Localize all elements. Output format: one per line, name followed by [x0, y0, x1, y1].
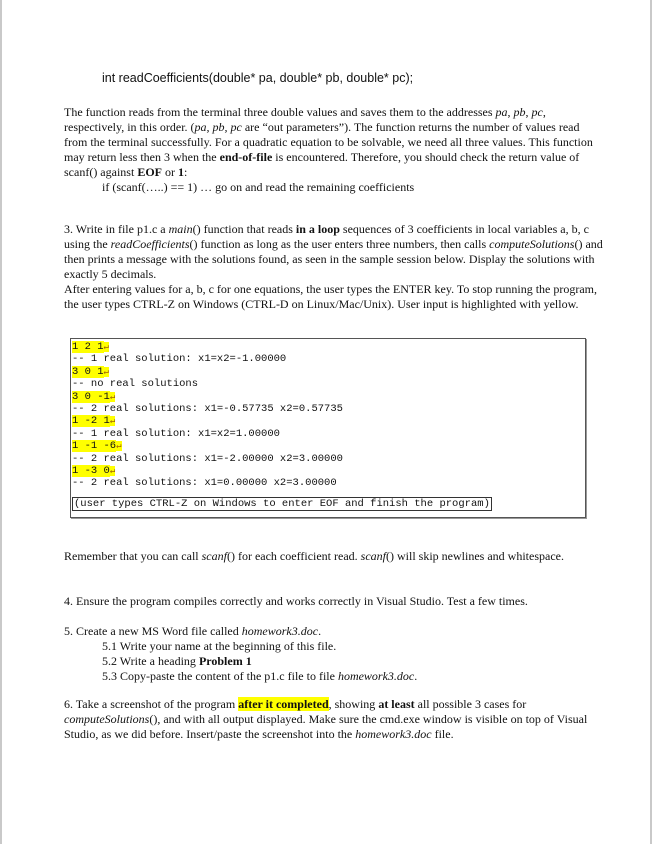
text: 5. Create a new MS Word file called — [64, 624, 242, 638]
text: () function as long as the user enters three numbers, then calls — [189, 237, 490, 251]
step-5-3 — [64, 669, 604, 684]
italic-filename: homework3.doc — [241, 624, 319, 638]
return-icon: ↵ — [109, 416, 116, 427]
console-note-line — [72, 498, 584, 510]
console-output-line — [72, 378, 584, 390]
bold-problem-1: Problem 1 — [198, 654, 252, 668]
return-icon: ↵ — [103, 366, 109, 377]
return-icon: ↵ — [116, 441, 122, 452]
italic-scanf: scanf — [201, 549, 227, 563]
user-input: 1 -1 -6 — [72, 440, 117, 453]
text: 5.2 Write a heading — [102, 654, 199, 668]
highlight-after-it-completed: after it completed — [238, 697, 329, 711]
text: The function reads from the terminal three double values and saves them to the addresses — [64, 105, 496, 119]
console-output-line — [72, 428, 584, 440]
text: , — [507, 105, 514, 119]
text: , showing — [328, 697, 379, 711]
return-icon: ↵ — [103, 342, 109, 352]
text: . — [414, 669, 418, 683]
user-input: 3 0 -1 — [72, 390, 110, 403]
text: . — [318, 624, 322, 638]
user-input: 1 2 1 — [72, 341, 104, 353]
user-input: 3 0 1 — [72, 365, 104, 378]
console-input-line — [72, 341, 584, 353]
paragraph-step-5 — [64, 624, 604, 684]
bold-at-least: at least — [378, 697, 415, 711]
text: (), and with all output displayed. Make sure the cmd.exe window is visible on top of Visual Studio, as we did before. Insert/paste the screenshot into the — [64, 712, 588, 741]
text: file. — [431, 727, 454, 741]
return-icon: ↵ — [109, 391, 116, 402]
program-output: -- 2 real solutions: x1=-0.57735 x2=0.57735 — [72, 402, 343, 415]
text: 6. Take a screenshot of the program — [64, 697, 239, 711]
text: After entering values for a, b, c for one equations, the user types the ENTER key. To stop running the program, the user types CTRL-Z on Windows (CTRL-D on Linux/Mac/Unix). User input is highlighted with yellow. — [64, 282, 598, 311]
text: 3. Write in file p1.c a — [64, 222, 169, 236]
text: are “out parameters”). The function returns the number of values read from the terminal successfully. For a quadratic equation to be solvable, we need all three values. This function may return less then 3 when the — [64, 120, 593, 164]
paragraph-read-coefficients — [64, 105, 604, 195]
program-output: -- 2 real solutions: x1=0.00000 x2=3.00000 — [72, 477, 337, 490]
function-signature: int readCoefficients(double* pa, double* pb, double* pc); — [102, 71, 414, 85]
text: , — [525, 105, 532, 119]
text: sequences of 3 coefficients in local variables a, b, c using the — [64, 222, 589, 251]
param-list: pa, pb, pc — [194, 120, 242, 134]
console-input-line — [72, 440, 584, 452]
text: , respectively, in this order. ( — [64, 105, 546, 134]
text: () for each coefficient read. — [226, 549, 361, 563]
text: () will skip newlines and whitespace. — [386, 549, 564, 563]
program-output: -- 1 real solution: x1=x2=-1.00000 — [72, 353, 287, 366]
param-pb: pb — [513, 105, 526, 119]
text: is encountered. Therefore, you should check the return value of scanf() against — [64, 150, 580, 179]
program-output: -- no real solutions — [72, 378, 199, 391]
text: () and then prints a message with the solutions found, as seen in the sample session below. Display the solutions with exactly 5 decimals. — [64, 237, 603, 281]
step-5-1: 5.1 Write your name at the beginning of this file. — [102, 639, 337, 653]
bold-eof-2: EOF — [137, 165, 162, 179]
program-output: -- 2 real solutions: x1=-2.00000 x2=3.00000 — [72, 452, 343, 465]
paragraph-main-function — [64, 222, 604, 312]
step-5-2 — [64, 654, 604, 669]
text: 5.3 Copy-paste the content of the p1.c file to file — [102, 669, 338, 683]
user-input: 1 -3 0 — [72, 464, 110, 477]
console-input-line — [72, 366, 584, 378]
bold-eof: end-of-file — [219, 150, 273, 164]
user-input: 1 -2 1 — [72, 415, 110, 428]
console-output-line — [72, 477, 584, 489]
console-input-line — [72, 391, 584, 403]
console-output-line — [72, 353, 584, 365]
console-output-line — [72, 453, 584, 465]
italic-compute-solutions: computeSolutions — [489, 237, 575, 251]
text: or — [161, 165, 178, 179]
text: all possible 3 cases for — [414, 697, 527, 711]
param-pa: pa — [495, 105, 508, 119]
italic-read-coefficients: readCoefficients — [110, 237, 190, 251]
bold-one: 1 — [177, 165, 184, 179]
italic-scanf-2: scanf — [360, 549, 387, 563]
console-output-line — [72, 403, 584, 415]
return-icon: ↵ — [109, 465, 116, 476]
paragraph-step-6 — [64, 697, 604, 742]
italic-compute-solutions-2: computeSolutions — [64, 712, 150, 726]
paragraph-scanf-note — [64, 549, 604, 564]
console-sample-session — [70, 338, 586, 518]
text: () function that reads — [192, 222, 296, 236]
console-input-line — [72, 415, 584, 427]
italic-filename-2: homework3.doc — [337, 669, 415, 683]
italic-main: main — [168, 222, 193, 236]
console-input-line — [72, 465, 584, 477]
text: : — [183, 165, 188, 179]
paragraph-step-4: 4. Ensure the program compiles correctly and works correctly in Visual Studio. Test a few times. — [64, 594, 528, 608]
bold-in-a-loop: in a loop — [295, 222, 340, 236]
italic-filename-3: homework3.doc — [355, 727, 432, 741]
program-output: -- 1 real solution: x1=x2=1.00000 — [72, 427, 280, 440]
code-line: if (scanf(…..) == 1) … go on and read the remaining coefficients — [102, 180, 415, 194]
console-note: (user types CTRL-Z on Windows to enter EOF and finish the program) — [74, 497, 490, 510]
param-pc: pc — [531, 105, 543, 119]
text: Remember that you can call — [64, 549, 202, 563]
console-lines — [72, 341, 584, 490]
